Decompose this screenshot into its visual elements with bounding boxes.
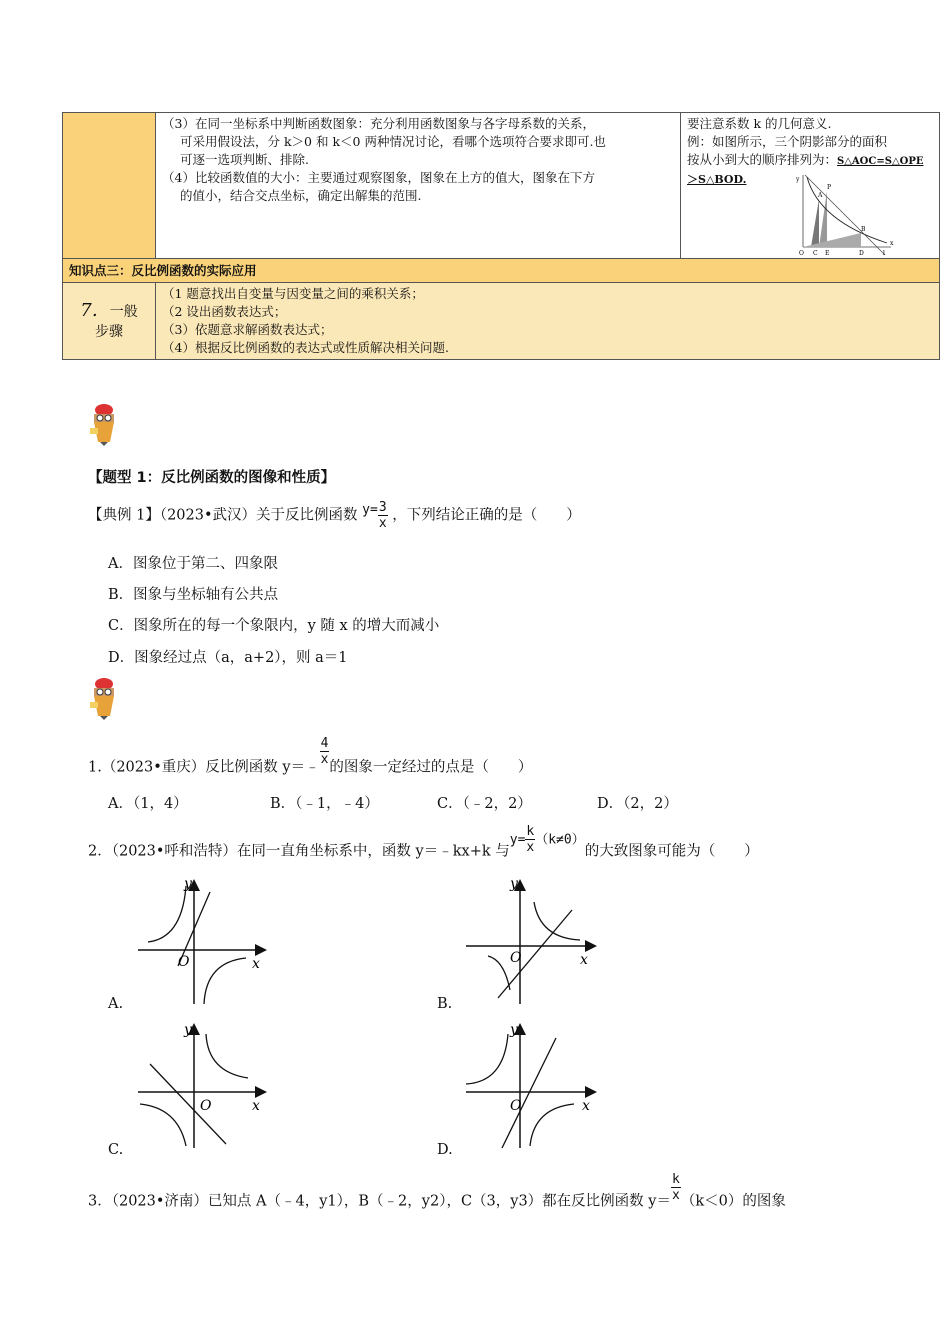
origin-label: O	[510, 1098, 522, 1114]
q2-frac-lhs: y=	[509, 832, 526, 848]
steps-label-a: 一般	[109, 303, 138, 320]
fig-label-l: l	[883, 250, 885, 257]
graph-label-b: B.	[437, 996, 453, 1012]
q1-option-b: B．（﹣1，﹣4）	[270, 796, 379, 812]
q3-fraction	[671, 1172, 681, 1203]
ex1-frac-den: x	[378, 516, 387, 531]
q3-frac-num: k	[672, 1172, 680, 1187]
ex1-suffix: ，下列结论正确的是（ ）	[392, 507, 581, 524]
example1-stem	[88, 500, 581, 531]
q1-option-d: D．（2，2）	[597, 796, 678, 812]
q1-fraction	[320, 736, 330, 767]
q1-prefix: 1.（2023•重庆）反比例函数 y＝﹣	[88, 759, 320, 776]
ex1-prefix: 【典例 1】（2023•武汉）关于反比例函数	[88, 507, 358, 524]
graph-label-c: C.	[108, 1142, 124, 1158]
q1-frac-num: 4	[320, 736, 329, 751]
q2-fraction	[525, 824, 535, 855]
ex1-frac-num: 3	[378, 500, 387, 515]
ex1-option-c: C．图象所在的每一个象限内，y 随 x 的增大而减小	[108, 618, 440, 634]
origin-label: O	[510, 950, 522, 966]
pencil-mascot-icon	[86, 402, 122, 446]
steps-label-line1	[69, 301, 149, 322]
row-label-empty	[63, 113, 156, 259]
steps-label-b: 步骤	[95, 323, 123, 340]
fig-label-o: O	[799, 250, 804, 257]
ex1-option-b: B．图象与坐标轴有公共点	[108, 587, 279, 603]
steps-cell	[156, 283, 940, 360]
axis-y-label: y	[510, 1022, 518, 1038]
axis-y-label: y	[184, 1022, 192, 1038]
graph-option-d	[460, 1020, 600, 1152]
q1-frac-den: x	[320, 752, 329, 767]
origin-label: O	[200, 1098, 212, 1114]
note-text: 按从小到大的顺序排列为：	[687, 152, 838, 167]
step-item: （4）根据反比例函数的表达式或性质解决相关问题.	[162, 340, 449, 355]
q1-stem	[88, 736, 532, 777]
origin-label: O	[178, 954, 190, 970]
method-line: （3）在同一坐标系中判断函数图象：充分利用函数图象与各字母系数的关系，	[162, 116, 595, 131]
ex1-option-a: A．图象位于第二、四象限	[108, 556, 278, 572]
note-line: 例：如图所示，三个阴影部分的面积	[687, 134, 888, 149]
note-line	[687, 151, 933, 171]
axis-x-label: x	[252, 1098, 260, 1114]
fig-label-p: P	[827, 184, 832, 191]
graph-label-d: D.	[437, 1142, 453, 1158]
area-relation-2: ＞S△BOD.	[687, 173, 747, 186]
fig-label-x: x	[890, 240, 894, 247]
q3-prefix: 3．（2023•济南）已知点 A（﹣4，y1），B（﹣2，y2），C（3，y3）都在反比例函数 y＝	[88, 1193, 671, 1210]
graph-option-a	[130, 876, 270, 1008]
type1-title: 【题型 1：反比例函数的图像和性质】	[88, 470, 336, 486]
method-cell	[156, 113, 681, 259]
method-line: 的值小，结合交点坐标，确定出解集的范围.	[180, 188, 422, 203]
fig-label-b: B	[861, 226, 866, 233]
q1-option-c: C．（﹣2，2）	[437, 796, 532, 812]
fig-label-a: A	[818, 192, 823, 199]
fig-label-e: E	[825, 250, 830, 257]
axis-x-label: x	[582, 1098, 590, 1114]
steps-label	[63, 283, 156, 360]
note-cell	[681, 113, 940, 259]
graph-option-b	[460, 876, 600, 1008]
fig-label-y: y	[796, 176, 800, 183]
shaded-area-figure	[791, 171, 895, 257]
axis-x-label: x	[252, 956, 260, 972]
q2-frac-num: k	[526, 824, 535, 839]
q3-suffix: （k＜0）的图象	[680, 1193, 786, 1210]
method-line: （4）比较函数值的大小：主要通过观察图象，图象在上方的值大，图象在下方	[162, 170, 595, 185]
section3-title: 知识点三：反比例函数的实际应用	[63, 259, 940, 283]
q2-prefix: 2．（2023•呼和浩特）在同一直角坐标系中，函数 y＝﹣kx+k 与	[88, 843, 510, 860]
step-item: （1 题意找出自变量与因变量之间的乘积关系；	[162, 286, 424, 301]
q2-frac-cond: （k≠0）	[535, 832, 585, 848]
axis-y-label: y	[510, 876, 518, 892]
axis-y-label: y	[184, 876, 192, 892]
area-relation: S△AOC=S△OPE	[837, 156, 924, 167]
note-line: 要注意系数 k 的几何意义.	[687, 116, 832, 131]
graph-label-a: A.	[108, 996, 124, 1012]
fig-label-d: D	[859, 250, 864, 257]
method-line: 可采用假设法，分 k＞0 和 k＜0 两种情况讨论，看哪个选项符合要求即可.也	[180, 134, 606, 149]
axis-x-label: x	[580, 952, 588, 968]
fig-label-c: C	[813, 250, 818, 257]
q3-stem	[88, 1172, 786, 1211]
q1-option-a: A．（1，4）	[108, 796, 188, 812]
steps-label-num: 7．	[80, 299, 110, 321]
knowledge-table	[62, 112, 940, 360]
graph-option-c	[130, 1020, 270, 1152]
ex1-fraction	[378, 500, 388, 531]
method-line: 可逐一选项判断、排除.	[180, 152, 309, 167]
ex1-frac-lhs: y=	[362, 502, 378, 518]
ex1-option-d: D．图象经过点（a，a+2），则 a＝1	[108, 650, 348, 666]
step-item: （3）依题意求解函数表达式；	[162, 322, 333, 337]
q2-suffix: 的大致图象可能为（ ）	[584, 843, 759, 860]
q3-frac-den: x	[672, 1188, 680, 1203]
q1-suffix: 的图象一定经过的点是（ ）	[329, 759, 533, 776]
q2-frac-den: x	[526, 840, 535, 855]
step-item: （2 设出函数表达式；	[162, 304, 287, 319]
pencil-mascot-icon	[86, 676, 122, 720]
q2-stem	[88, 824, 759, 861]
